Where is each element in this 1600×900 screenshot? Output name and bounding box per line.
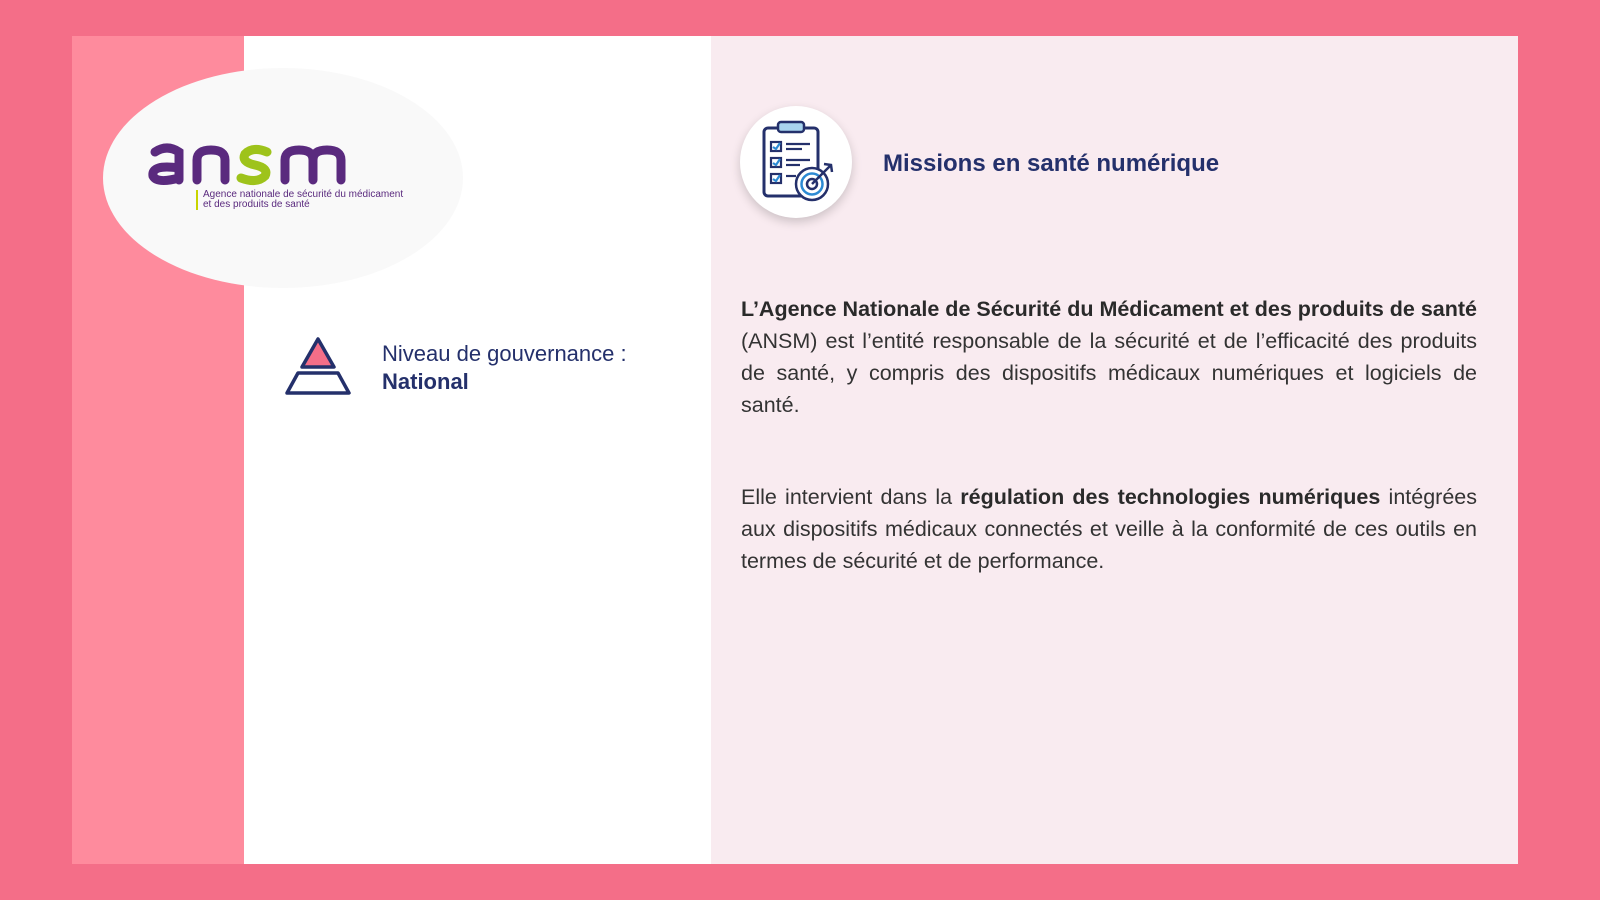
paragraph1-bold: L’Agence Nationale de Sécurité du Médicament et des produits de santé [741,297,1477,321]
paragraph2-text-end: intégrées aux dispositifs médicaux connectés et veille à la conformité de ces outils en termes de sécurité et de performance. [741,485,1477,573]
governance-block [382,340,627,396]
pyramid-icon [283,335,353,397]
clipboard-target-icon [740,106,852,218]
paragraph-mission [741,293,1477,421]
logo-tagline-line1: Agence nationale de sécurité du médicament [203,189,404,200]
missions-title: Missions en santé numérique [883,150,1220,177]
governance-value: National [382,369,469,394]
logo-tagline [196,190,443,210]
paragraph-regulation [741,481,1477,577]
paragraph2-text-start: Elle intervient dans la [741,485,961,509]
ansm-logo [145,138,365,188]
paragraph1-text: (ANSM) est l’entité responsable de la sécurité et de l’efficacité des produits de santé, y compris des dispositifs médicaux numériques et logiciels de santé. [741,329,1477,417]
paragraph2-bold: régulation des technologies numériques [960,485,1381,509]
logo-tagline-line2: et des produits de santé [203,199,310,210]
governance-label: Niveau de gouvernance : [382,341,627,366]
